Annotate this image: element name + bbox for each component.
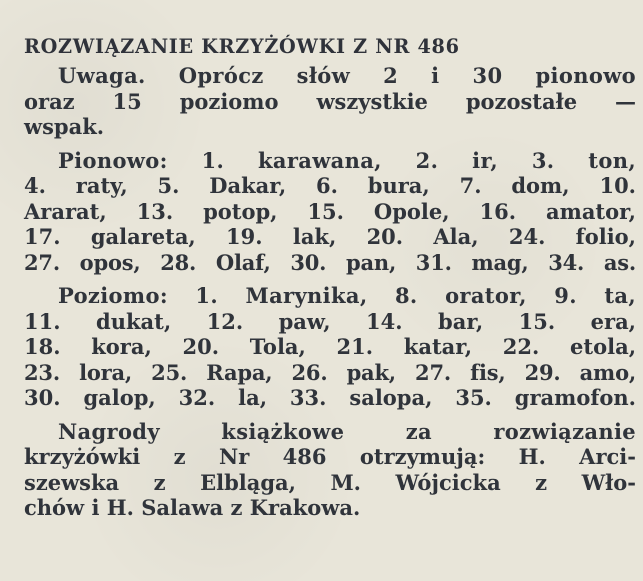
article-title: ROZWIĄZANIE KRZYŻÓWKI Z NR 486 [24, 35, 460, 58]
paragraph-prizes-line-1: Nagrody książkowe za rozwiązanie [58, 418, 636, 444]
paragraph-note [24, 63, 636, 140]
paragraph-vertical-line-3: Ararat, 13. potop, 15. Opole, 16. amator, [24, 198, 636, 224]
paragraph-note-line-1: Uwaga. Oprócz słów 2 i 30 pionowo [58, 63, 636, 88]
paragraph-note-line-2: oraz 15 poziomo wszystkie pozostałe — [24, 88, 636, 114]
paragraph-vertical-line-4: 17. galareta, 19. lak, 20. Ala, 24. folio, [24, 224, 636, 249]
paragraph-vertical-line-2: 4. raty, 5. Dakar, 6. bura, 7. dom, 10. [24, 173, 636, 198]
paragraph-horizontal-line-5: 30. galop, 32. la, 33. salopa, 35. gramofon. [24, 385, 636, 410]
paragraph-horizontal-line-1: Poziomo: 1. Marynika, 8. orator, 9. ta, [58, 283, 636, 308]
paragraph-prizes-line-2: krzyżówki z Nr 486 otrzymują: H. Arci- [24, 444, 636, 469]
paragraph-horizontal-line-4: 23. lora, 25. Rapa, 26. pak, 27. fis, 29. amo, [24, 359, 636, 385]
paragraph-vertical [24, 148, 636, 276]
paragraph-prizes-line-3: szewska z Elbląga, M. Wójcicka z Wło- [24, 469, 636, 495]
paragraph-note-line-3: wspak. [24, 114, 105, 139]
paragraph-prizes-line-4: chów i H. Salawa z Krakowa. [24, 495, 361, 520]
paragraph-horizontal-line-2: 11. dukat, 12. paw, 14. bar, 15. era, [24, 308, 636, 334]
paragraph-horizontal [24, 283, 636, 411]
paragraph-horizontal-line-3: 18. kora, 20. Tola, 21. katar, 22. etola, [24, 334, 636, 359]
paragraph-vertical-line-5: 27. opos, 28. Olaf, 30. pan, 31. mag, 34. as. [24, 249, 636, 275]
paragraph-prizes [24, 419, 636, 521]
paragraph-vertical-line-1: Pionowo: 1. karawana, 2. ir, 3. ton, [58, 147, 636, 173]
